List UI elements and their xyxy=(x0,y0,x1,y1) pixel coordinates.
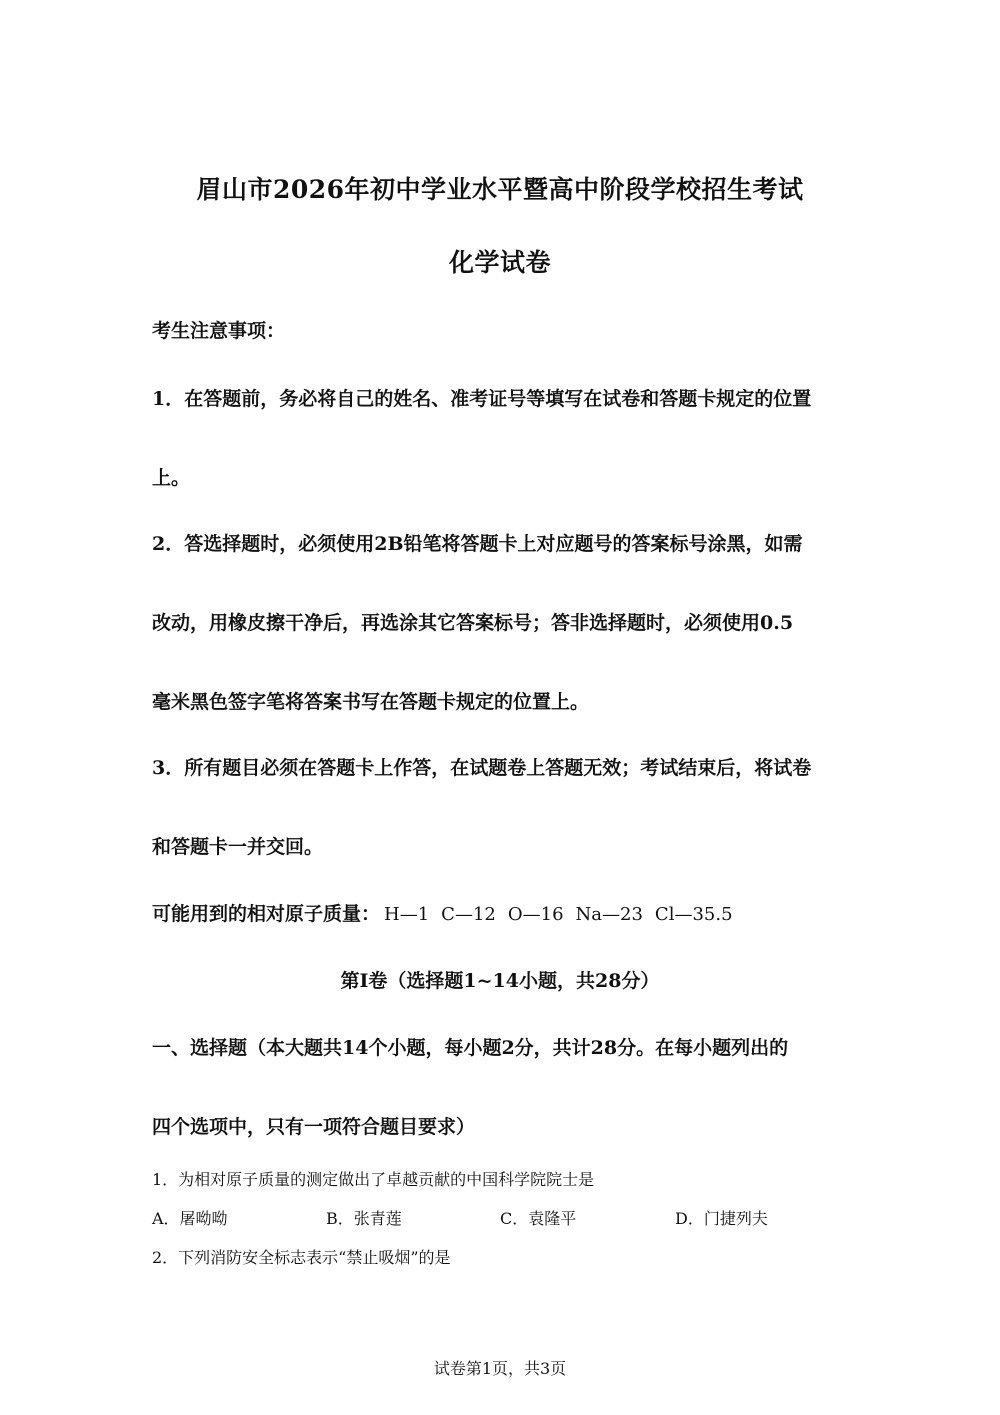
notice-item-1-line-1: 1．在答题前，务必将自己的姓名、准考证号等填写在试卷和答题卡规定的位置 xyxy=(152,388,812,410)
exam-subject: 化学试卷 xyxy=(448,248,551,277)
notice-heading: 考生注意事项： xyxy=(152,320,286,342)
atomic-mass-label: 可能用到的相对原子质量： xyxy=(152,903,381,925)
question-1-option-b: B．张青莲 xyxy=(326,1209,402,1228)
notice-item-2-line-3: 毫米黑色签字笔将答案书写在答题卡规定的位置上。 xyxy=(152,691,590,713)
page-footer: 试卷第1页，共3页 xyxy=(433,1359,567,1378)
notice-item-2-line-2: 改动，用橡皮擦干净后，再选涂其它答案标号；答非选择题时，必须使用0.5 xyxy=(152,612,794,634)
notice-item-1-line-2: 上。 xyxy=(152,467,191,489)
question-1-option-d: D．门捷列夫 xyxy=(675,1209,768,1228)
atomic-mass-na: Na—23 xyxy=(575,904,643,925)
notice-item-3-line-1: 3．所有题目必须在答题卡上作答，在试题卷上答题无效；考试结束后，将试卷 xyxy=(152,757,812,779)
notice-item-2-line-1: 2．答选择题时，必须使用2B铅笔将答题卡上对应题号的答案标号涂黑，如需 xyxy=(152,533,803,555)
section-1-line-2: 四个选项中，只有一项符合题目要求） xyxy=(152,1116,476,1138)
atomic-mass-o: O—16 xyxy=(507,904,564,925)
atomic-mass-c: C—12 xyxy=(441,904,496,925)
exam-title: 眉山市2026年初中学业水平暨高中阶段学校招生考试 xyxy=(196,175,804,204)
question-2-stem: 2．下列消防安全标志表示“禁止吸烟”的是 xyxy=(152,1248,451,1267)
atomic-mass-values xyxy=(384,904,745,925)
question-1-option-c: C．袁隆平 xyxy=(500,1209,577,1228)
question-1-stem: 1．为相对原子质量的测定做出了卓越贡献的中国科学院院士是 xyxy=(152,1170,595,1189)
atomic-mass-cl: Cl—35.5 xyxy=(654,904,733,925)
question-1-option-a: A．屠呦呦 xyxy=(152,1209,228,1228)
atomic-mass-line xyxy=(152,899,745,926)
part-1-heading: 第Ⅰ卷（选择题1~14小题，共28分） xyxy=(340,970,660,992)
section-1-line-1: 一、选择题（本大题共14个小题，每小题2分，共计28分。在每小题列出的 xyxy=(152,1037,789,1059)
notice-item-3-line-2: 和答题卡一并交回。 xyxy=(152,836,324,858)
atomic-mass-h: H—1 xyxy=(384,904,430,925)
